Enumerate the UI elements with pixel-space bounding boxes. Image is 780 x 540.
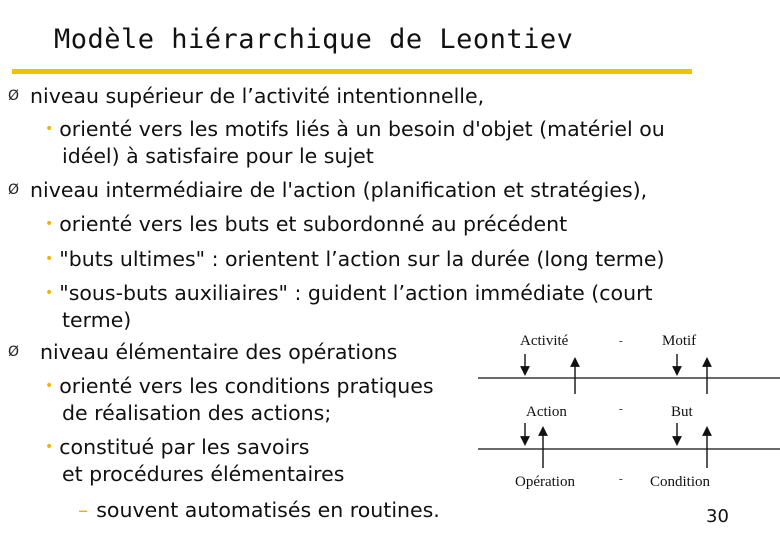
text-line: idéel) à satisfaire pour le sujet: [62, 144, 374, 168]
arrow-bullet-icon: Ø: [8, 344, 20, 360]
separator: -: [619, 335, 623, 347]
leontiev-diagram: [478, 322, 780, 497]
list-item: • "sous-buts auxiliaires" : guident l’action immédiate (court: [45, 281, 653, 305]
list-item: • constitué par les savoirs: [45, 435, 310, 459]
label-operation: Opération: [515, 474, 575, 490]
arrow-bullet-icon: Ø: [8, 88, 20, 104]
bullet-dot-icon: •: [45, 285, 54, 301]
bullet-dot-icon: •: [45, 251, 54, 267]
label-condition: Condition: [650, 474, 711, 490]
label-but: But: [671, 404, 693, 420]
bullet-dot-icon: •: [45, 216, 54, 232]
list-item: • orienté vers les buts et subordonné au précédent: [45, 212, 568, 236]
list-item: • orienté vers les motifs liés à un besoin d'objet (matériel ou: [45, 117, 665, 141]
arrow-bullet-icon: Ø: [8, 182, 20, 198]
label-motif: Motif: [662, 333, 697, 349]
label-activite: Activité: [520, 333, 569, 349]
label-action: Action: [526, 404, 567, 420]
text-line: terme): [62, 308, 132, 332]
text-line: et procédures élémentaires: [62, 462, 345, 486]
separator: -: [619, 403, 623, 415]
list-item: • orienté vers les conditions pratiques: [45, 374, 434, 398]
bullet-dot-icon: •: [45, 378, 54, 394]
text-line: niveau supérieur de l’activité intentionnelle,: [30, 84, 485, 108]
title-underline: [12, 69, 692, 74]
text-line: niveau élémentaire des opérations: [40, 340, 398, 364]
slide-title: Modèle hiérarchique de Leontiev: [54, 24, 574, 55]
text-line: de réalisation des actions;: [62, 401, 332, 425]
dash-bullet-icon: –: [78, 498, 89, 522]
bullet-dot-icon: •: [45, 121, 54, 137]
page-number: 30: [706, 506, 729, 527]
list-item: – souvent automatisés en routines.: [78, 498, 440, 522]
list-item: • "buts ultimes" : orientent l’action sur la durée (long terme): [45, 247, 665, 271]
text-line: niveau intermédiaire de l'action (planification et stratégies),: [30, 178, 648, 202]
bullet-dot-icon: •: [45, 439, 54, 455]
separator: -: [619, 473, 623, 485]
